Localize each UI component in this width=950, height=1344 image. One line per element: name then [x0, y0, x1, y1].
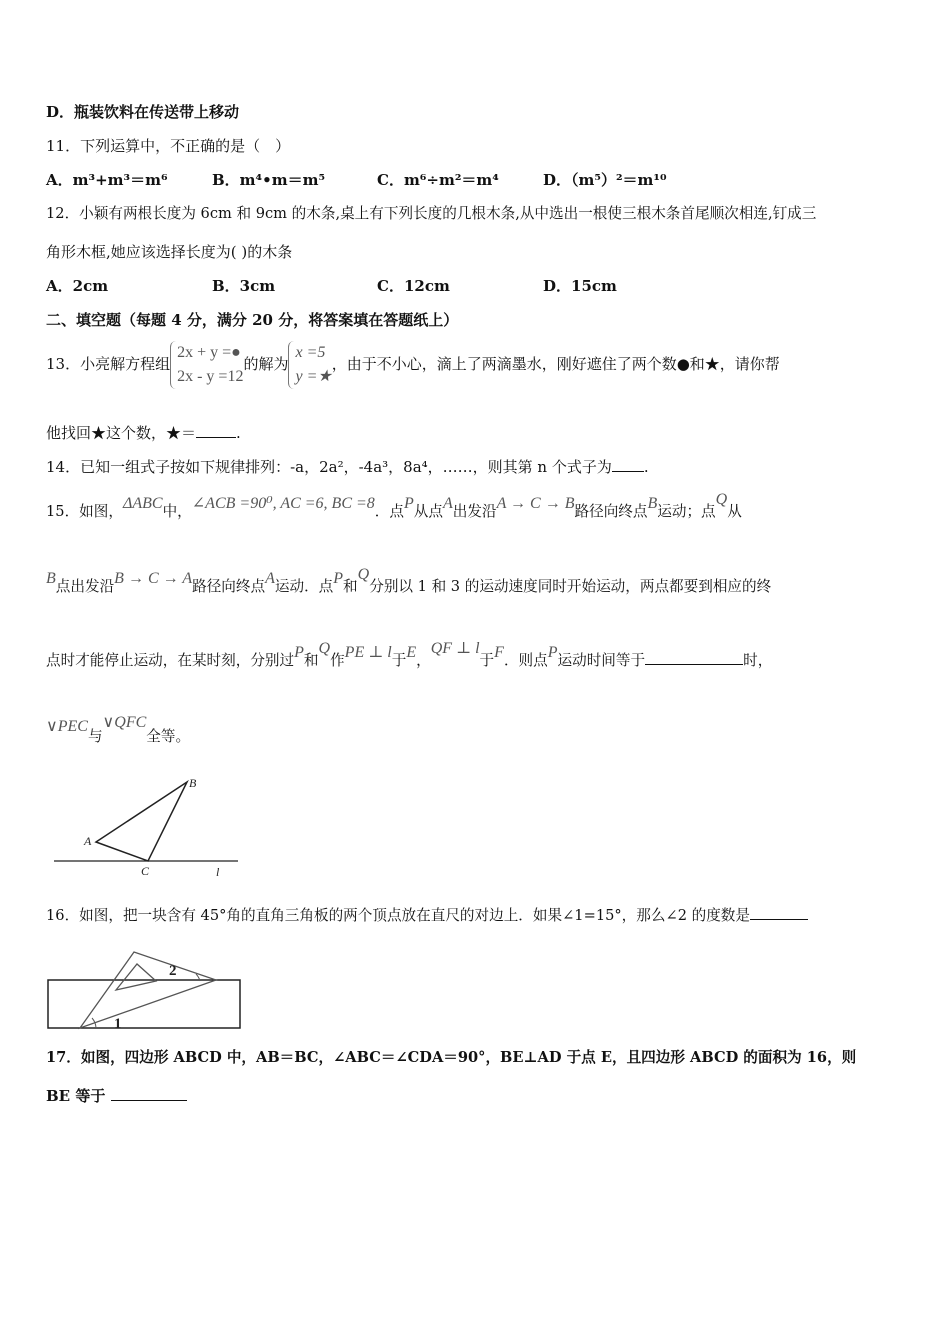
angle-1-label: 1	[114, 1016, 122, 1032]
q15-text: 15．如图，	[46, 503, 123, 520]
q15-text: 于	[479, 652, 495, 669]
q15-point-p: P	[333, 570, 344, 587]
q15-text: 从点	[413, 503, 443, 520]
q15-text: ，	[416, 652, 431, 669]
q15-pe-perp-l: PE ⊥ l	[344, 644, 392, 661]
q15-text: 出发沿	[452, 503, 497, 520]
q15-text: 于	[391, 652, 407, 669]
q15-point-q: Q	[715, 491, 728, 508]
q15-path-acb: A → C → B	[496, 495, 575, 512]
q15-point-b: B	[647, 495, 658, 512]
q15-line1	[46, 491, 742, 523]
q17-line2	[46, 1085, 187, 1107]
q14-end: .	[643, 458, 649, 476]
q13-line1	[46, 334, 780, 394]
q15-text: 和	[343, 578, 358, 595]
q15-text: 路径向终点	[192, 578, 266, 595]
q15-line3	[46, 640, 773, 672]
q13-line2	[46, 422, 241, 444]
q10-option-d: D．瓶装饮料在传送带上移动	[46, 103, 240, 121]
q13-suffix: ，由于不小心，滴上了两滴墨水，刚好遮住了两个数●和★，请你帮	[331, 355, 780, 373]
q16-text: 16．如图，把一块含有 45°角的直角三角板的两个顶点放在直尺的对边上．如果∠1=15°，那么∠2 的度数是	[46, 907, 750, 924]
q11-option-d: D．（m⁵）²＝m¹⁰	[543, 171, 667, 189]
q15-condition: ∠ACB =90⁰, AC =6, BC =8	[191, 495, 375, 512]
q15-text: 运动．点	[274, 578, 334, 595]
q15-text: ．点	[374, 503, 404, 520]
q15-path-bca: B → C → A	[114, 570, 193, 587]
q15-triangle-abc: ΔABC	[122, 495, 163, 512]
q15-figure-triangle	[48, 772, 248, 882]
q14-text: 14．已知一组式子按如下规律排列：-a，2a²，-4a³，8a⁴，……，则其第 n 个式子为	[46, 458, 612, 476]
q13-line2-end: .	[236, 424, 241, 442]
q15-text: 点时才能停止运动，在某时刻，分别过	[46, 652, 295, 669]
q11-option-b: B．m⁴•m＝m⁵	[212, 171, 326, 189]
q13-equation-2: 2x - y =12	[177, 368, 244, 385]
q15-line2	[46, 566, 772, 598]
q13-equation-system	[170, 341, 243, 389]
q15-point-q: Q	[357, 566, 370, 583]
q15-text: 分别以 1 和 3 的运动速度同时开始运动，两点都要到相应的终	[369, 578, 772, 595]
triangle-abc-shape	[96, 782, 187, 861]
q15-text: 时，	[743, 652, 773, 669]
q14-answer-blank[interactable]	[612, 457, 644, 472]
q15-point-p: P	[547, 644, 558, 661]
q15-text: 中，	[162, 503, 192, 520]
label-b: B	[189, 776, 197, 790]
q16-figure-ruler-triangle	[46, 948, 246, 1034]
q15-point-a: A	[265, 570, 275, 587]
q15-point-q: Q	[318, 640, 331, 657]
q13-solution-1: x =5	[295, 344, 326, 361]
q15-text: 和	[303, 652, 319, 669]
q15-text: 作	[330, 652, 345, 669]
q13-prefix: 13．小亮解方程组	[46, 355, 171, 373]
q15-answer-blank[interactable]	[645, 650, 743, 665]
q14-line	[46, 456, 649, 478]
q12-stem-line2: 角形木框,她应该选择长度为( )的木条	[46, 243, 293, 261]
section-title-fill-in: 二、填空题（每题 4 分，满分 20 分，将答案填在答题纸上）	[46, 311, 459, 329]
q17-answer-blank[interactable]	[111, 1086, 187, 1101]
label-l: l	[216, 865, 220, 879]
q15-point-a: A	[442, 495, 453, 512]
q11-option-a: A．m³+m³＝m⁶	[46, 171, 168, 189]
q16-answer-blank[interactable]	[750, 905, 808, 920]
q13-solution-2: y =★	[295, 368, 332, 385]
q15-point-b: B	[46, 570, 56, 587]
q15-point-p: P	[294, 644, 304, 661]
q17-line2-text: BE 等于	[46, 1087, 106, 1105]
q15-qf-perp-l: QF ⊥ l	[430, 640, 480, 657]
q12-option-d: D．15cm	[543, 277, 617, 295]
set-square-outer	[80, 952, 216, 1028]
q12-option-c: C．12cm	[377, 277, 450, 295]
q15-point-p: P	[404, 495, 414, 512]
label-c: C	[141, 864, 150, 878]
q11-option-c: C．m⁶÷m²＝m⁴	[377, 171, 499, 189]
q13-answer-blank[interactable]	[196, 423, 236, 438]
q15-text: 全等。	[146, 728, 191, 745]
q11-stem: 11．下列运算中，不正确的是（ ）	[46, 137, 291, 155]
q12-stem-line1: 12．小颖有两根长度为 6cm 和 9cm 的木条,桌上有下列长度的几根木条,从中选出一根使三根木条首尾顺次相连,钉成三	[46, 205, 817, 222]
q15-text: ．则点	[503, 652, 548, 669]
q15-text: 运动；点	[657, 503, 716, 520]
q16-line	[46, 905, 808, 927]
q13-solution-system	[288, 341, 331, 389]
q15-text: 与	[87, 728, 103, 745]
q15-triangle-pec: ∨PEC	[46, 718, 88, 735]
q15-triangle-qfc: ∨QFC	[102, 714, 147, 731]
q15-line4	[46, 714, 191, 748]
q15-text: 从	[727, 503, 742, 520]
q17-line1: 17．如图，四边形 ABCD 中，AB＝BC，∠ABC＝∠CDA＝90°，BE⊥AD 于点 E，且四边形 ABCD 的面积为 16，则	[46, 1049, 857, 1066]
q12-option-a: A．2cm	[46, 277, 109, 295]
q13-equation-1: 2x + y =●	[177, 344, 241, 361]
ruler-shape	[48, 980, 240, 1028]
q15-point-f: F	[494, 644, 504, 661]
q15-text: 点出发沿	[55, 578, 115, 595]
q15-text: 路径向终点	[574, 503, 648, 520]
q12-option-b: B．3cm	[212, 277, 276, 295]
q13-line2-text: 他找回★这个数，★＝	[46, 424, 197, 442]
angle-2-label: 2	[169, 963, 177, 979]
q15-text: 运动时间等于	[557, 652, 646, 669]
q15-point-e: E	[406, 644, 417, 661]
label-a: A	[84, 834, 92, 848]
q13-mid: 的解为	[243, 355, 289, 373]
